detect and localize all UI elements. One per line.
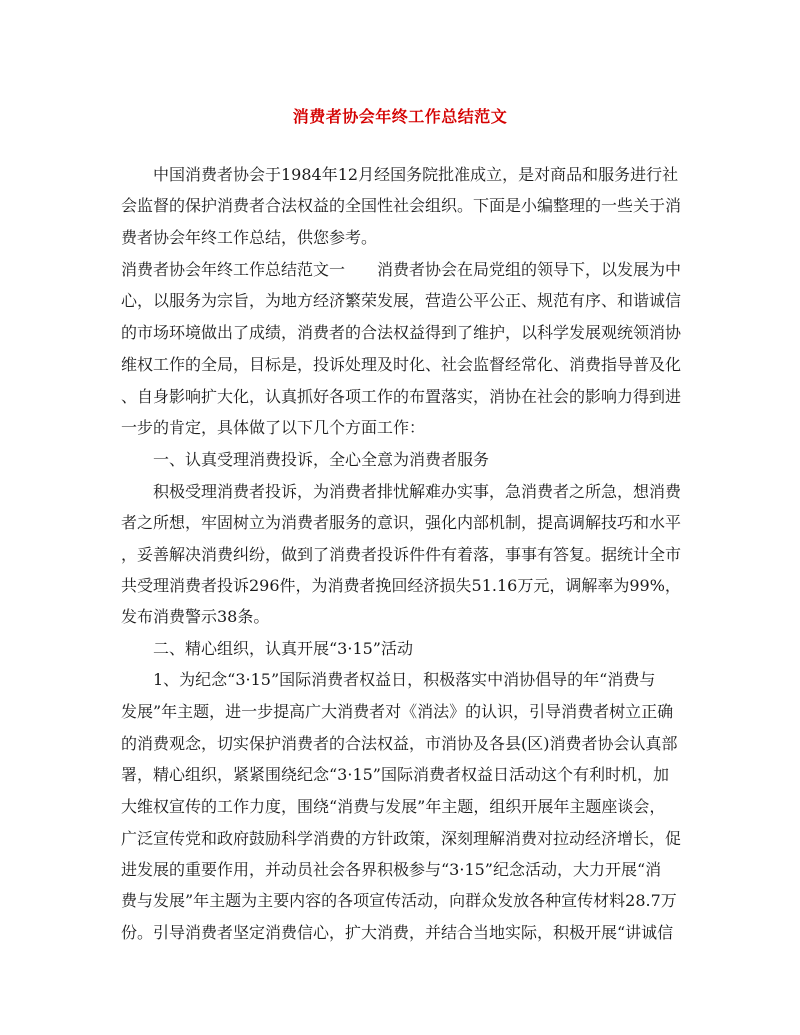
- body-line: 心，以服务为宗旨，为地方经济繁荣发展，营造公平公正、规范有序、和谐诚信: [121, 291, 682, 310]
- section-heading: 一、认真受理消费投诉，全心全意为消费者服务: [121, 450, 490, 469]
- body-line: 费者协会年终工作总结，供您参考。: [121, 228, 378, 247]
- body-line: 大维权宣传的工作力度，围绕“消费与发展”年主题，组织开展年主题座谈会，: [121, 797, 666, 816]
- body-line: ，妥善解决消费纠纷，做到了消费者投诉件件有着落，事事有答复。据统计全市: [121, 545, 682, 564]
- body-line: 中国消费者协会于1984年12月经国务院批准成立，是对商品和服务进行社: [121, 165, 679, 184]
- body-line: 共受理消费者投诉296件，为消费者挽回经济损失51.16万元，调解率为99%，: [121, 576, 681, 595]
- body-line: 份。引导消费者坚定消费信心，扩大消费，并结合当地实际，积极开展“讲诚信: [121, 923, 674, 942]
- body-line: 署，精心组织，紧紧围绕纪念“3·15”国际消费者权益日活动这个有利时机，加: [121, 765, 669, 784]
- body-line: 的市场环境做出了成绩，消费者的合法权益得到了维护，以科学发展观统领消协: [121, 323, 682, 342]
- body-line: 的消费观念，切实保护消费者的合法权益，市消协及各县(区)消费者协会认真部: [121, 734, 678, 753]
- body-line: 广泛宣传党和政府鼓励科学消费的方针政策，深刻理解消费对拉动经济增长，促: [121, 829, 682, 848]
- body-line: 消费者协会年终工作总结范文一 消费者协会在局党组的领导下，以发展为中: [121, 260, 682, 279]
- body-line: 、自身影响扩大化，认真抓好各项工作的布置落实，消协在社会的影响力得到进: [121, 387, 682, 406]
- document-title: 消费者协会年终工作总结范文: [292, 107, 508, 126]
- body-line: 积极受理消费者投诉，为消费者排忧解难办实事，急消费者之所急，想消费: [121, 482, 682, 501]
- body-line: 维权工作的全局，目标是，投诉处理及时化、社会监督经常化、消费指导普及化: [121, 355, 682, 374]
- section-heading: 二、精心组织，认真开展“3·15”活动: [121, 639, 413, 658]
- body-line: 1、为纪念“3·15”国际消费者权益日，积极落实中消协倡导的年“消费与: [121, 670, 656, 689]
- body-line: 者之所想，牢固树立为消费者服务的意识，强化内部机制，提高调解技巧和水平: [121, 513, 682, 532]
- body-line: 发布消费警示38条。: [121, 607, 270, 626]
- body-line: 会监督的保护消费者合法权益的全国性社会组织。下面是小编整理的一些关于消: [121, 196, 682, 215]
- body-line: 发展”年主题，进一步提高广大消费者对《消法》的认识，引导消费者树立正确: [121, 702, 674, 721]
- body-line: 一步的肯定，具体做了以下几个方面工作：: [121, 418, 426, 437]
- body-line: 进发展的重要作用，并动员社会各界积极参与“3·15”纪念活动，大力开展“消: [121, 860, 662, 879]
- body-line: 费与发展”年主题为主要内容的各项宣传活动，向群众发放各种宣传材料28.7万: [121, 891, 677, 910]
